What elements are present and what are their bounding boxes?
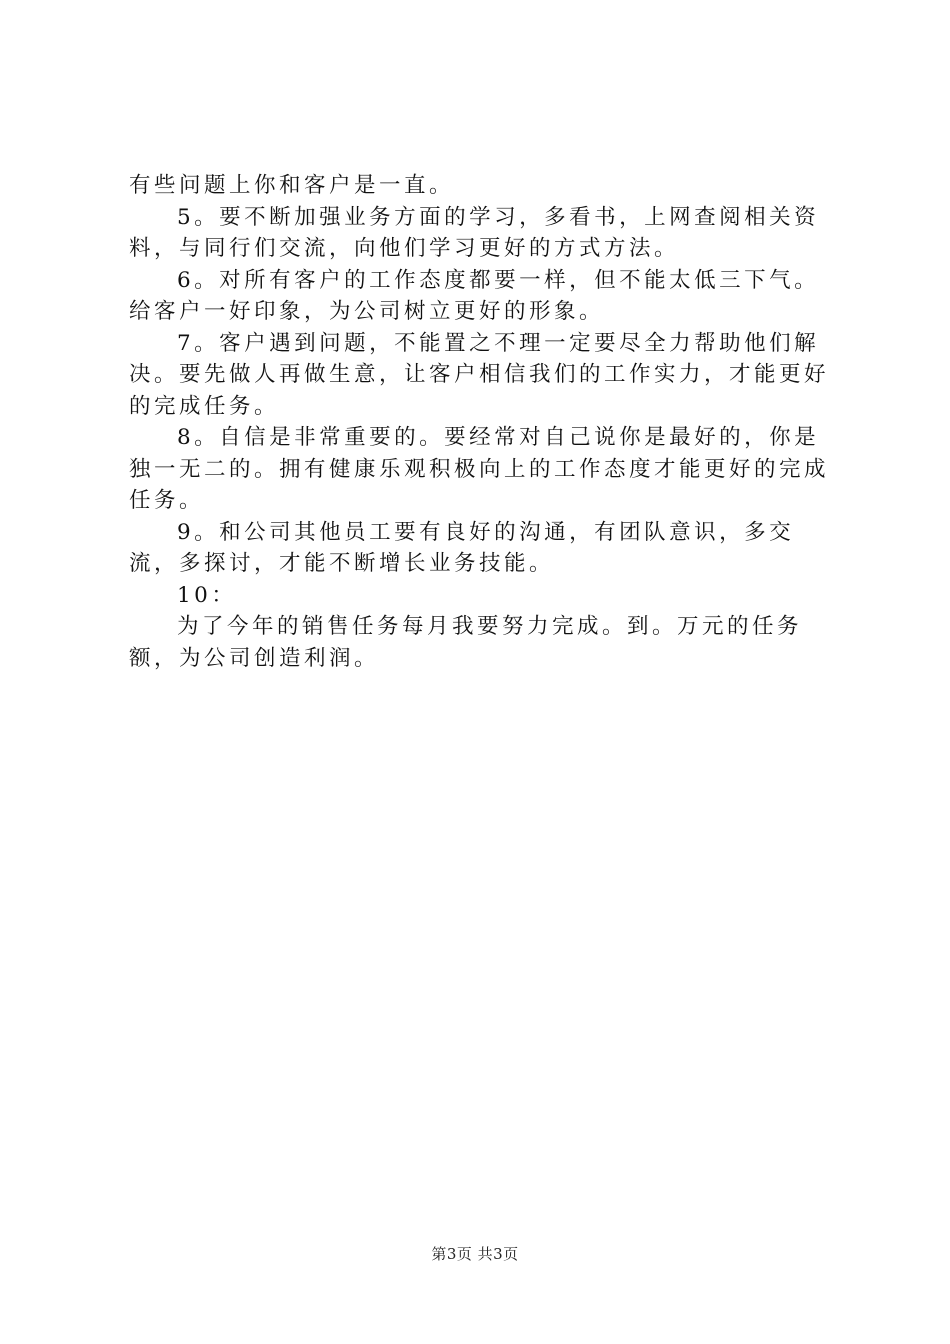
paragraph-continuation: 有些问题上你和客户是一直。: [129, 173, 455, 198]
document-body: [129, 170, 834, 674]
page-footer: [0, 1243, 950, 1264]
paragraph-item-7: 7。客户遇到问题，不能置之不理一定要尽全力帮助他们解决。要先做人再做生意，让客户相信我们的工作实力，才能更好的完成任务。: [129, 330, 830, 419]
paragraph-item-5: 5。要不断加强业务方面的学习，多看书，上网查阅相关资料，与同行们交流，向他们学习更好的方式方法。: [129, 204, 820, 261]
page-number-label: 第3页 共3页: [431, 1245, 519, 1263]
paragraph-sales-goal: 为了今年的销售任务每月我要努力完成。到。万元的任务额，为公司创造利润。: [129, 614, 803, 671]
paragraph-item-8: 8。自信是非常重要的。要经常对自己说你是最好的，你是独一无二的。拥有健康乐观积极向上的工作态度才能更好的完成任务。: [129, 425, 830, 513]
paragraph-item-10-heading: 10：: [177, 582, 237, 608]
paragraph-item-6: 6。对所有客户的工作态度都要一样，但不能太低三下气。给客户一好印象，为公司树立更好的形象。: [129, 267, 820, 324]
paragraph-item-9: 9。和公司其他员工要有良好的沟通，有团队意识，多交流，多探讨，才能不断增长业务技能。: [129, 519, 795, 576]
